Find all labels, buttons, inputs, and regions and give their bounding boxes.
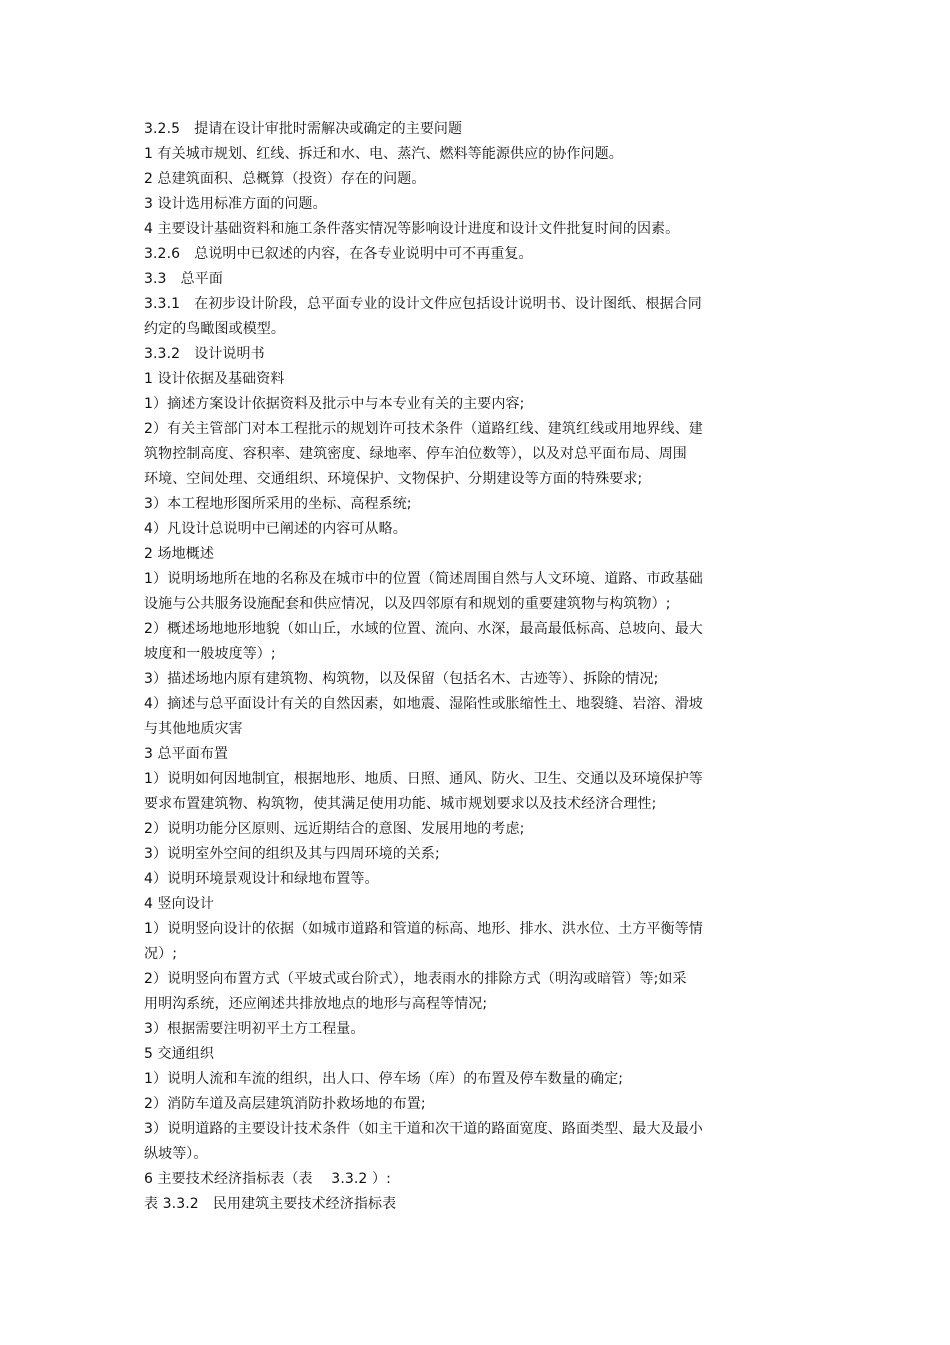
list-item: 3）根据需要注明初平土方工程量。 [144, 1021, 365, 1037]
paragraph-line: 纵坡等）。 [144, 1146, 208, 1162]
list-item: 3 设计选用标准方面的问题。 [144, 196, 327, 212]
paragraph-line: 用明沟系统，还应阐述共排放地点的地形与高程等情况; [144, 996, 488, 1012]
list-item: 2 总建筑面积、总概算（投资）存在的问题。 [144, 171, 426, 187]
paragraph-line: 筑物控制高度、容积率、建筑密度、绿地率、停车泊位数等），以及对总平面布局、周围 [144, 446, 687, 462]
list-item: 4）凡设计总说明中已阐述的内容可从略。 [144, 521, 407, 537]
paragraph-line: 与其他地质灾害 [144, 721, 243, 737]
paragraph-line: 3.3.1 在初步设计阶段，总平面专业的设计文件应包括设计说明书、设计图纸、根据合同 [144, 296, 702, 312]
list-item: 3）说明室外空间的组织及其与四周环境的关系; [144, 846, 440, 862]
paragraph-line: 环境、空间处理、交通组织、环境保护、文物保护、分期建设等方面的特殊要求; [144, 471, 643, 487]
subheading: 1 设计依据及基础资料 [144, 371, 285, 387]
section-heading-3-3-2: 3.3.2 设计说明书 [144, 346, 265, 362]
section-heading-3-3: 3.3 总平面 [144, 271, 223, 287]
paragraph-line: 坡度和一般坡度等）; [144, 646, 276, 662]
list-item: 3）描述场地内原有建筑物、构筑物，以及保留（包括名木、古迹等）、拆除的情况; [144, 671, 659, 687]
section-heading-3-2-6: 3.2.6 总说明中已叙述的内容，在各专业说明中可不再重复。 [144, 246, 533, 262]
list-item: 2）有关主管部门对本工程批示的规划许可技术条件（道路红线、建筑红线或用地界线、建 [144, 421, 703, 437]
list-item: 4）摘述与总平面设计有关的自然因素，如地震、湿陷性或胀缩性土、地裂缝、岩溶、滑坡 [144, 696, 703, 712]
section-heading-3-2-5: 3.2.5 提请在设计审批时需解决或确定的主要问题 [144, 121, 463, 137]
list-item: 1）说明如何因地制宜，根据地形、地质、日照、通风、防火、卫生、交通以及环境保护等 [144, 771, 703, 787]
subheading: 3 总平面布置 [144, 746, 229, 762]
list-item: 3）说明道路的主要设计技术条件（如主干道和次干道的路面宽度、路面类型、最大及最小 [144, 1121, 703, 1137]
paragraph-line: 要求布置建筑物、构筑物，使其满足使用功能、城市规划要求以及技术经济合理性; [144, 796, 657, 812]
list-item: 4 主要设计基础资料和施工条件落实情况等影响设计进度和设计文件批复时间的因素。 [144, 221, 680, 237]
paragraph-line: 约定的鸟瞰图或模型。 [144, 321, 285, 337]
paragraph-line: 况）; [144, 946, 178, 962]
list-item: 3）本工程地形图所采用的坐标、高程系统; [144, 496, 412, 512]
table-caption: 表 3.3.2 民用建筑主要技术经济指标表 [144, 1196, 397, 1212]
list-item: 2）消防车道及高层建筑消防扑救场地的布置; [144, 1096, 426, 1112]
list-item: 1）说明人流和车流的组织，出人口、停车场（库）的布置及停车数量的确定; [144, 1071, 624, 1087]
subheading: 2 场地概述 [144, 546, 214, 562]
list-item: 1）说明竖向设计的依据（如城市道路和管道的标高、地形、排水、洪水位、土方平衡等情 [144, 921, 703, 937]
list-item: 1）说明场地所在地的名称及在城市中的位置（简述周围自然与人文环境、道路、市政基础 [144, 571, 703, 587]
list-item: 2）说明功能分区原则、远近期结合的意图、发展用地的考虑; [144, 821, 525, 837]
subheading: 5 交通组织 [144, 1046, 214, 1062]
paragraph-line: 设施与公共服务设施配套和供应情况，以及四邻原有和规划的重要建筑物与构筑物）; [144, 596, 671, 612]
subheading: 6 主要技术经济指标表（表 3.3.2 ）: [144, 1171, 391, 1187]
list-item: 1 有关城市规划、红线、拆迁和水、电、蒸汽、燃料等能源供应的协作问题。 [144, 146, 623, 162]
subheading: 4 竖向设计 [144, 896, 214, 912]
list-item: 1）摘述方案设计依据资料及批示中与本专业有关的主要内容; [144, 396, 525, 412]
list-item: 2）说明竖向布置方式（平坡式或台阶式），地表雨水的排除方式（明沟或暗管）等;如采 [144, 971, 687, 987]
list-item: 2）概述场地地形地貌（如山丘，水域的位置、流向、水深，最高最低标高、总坡向、最大 [144, 621, 703, 637]
document-body [144, 117, 744, 1217]
list-item: 4）说明环境景观设计和绿地布置等。 [144, 871, 379, 887]
